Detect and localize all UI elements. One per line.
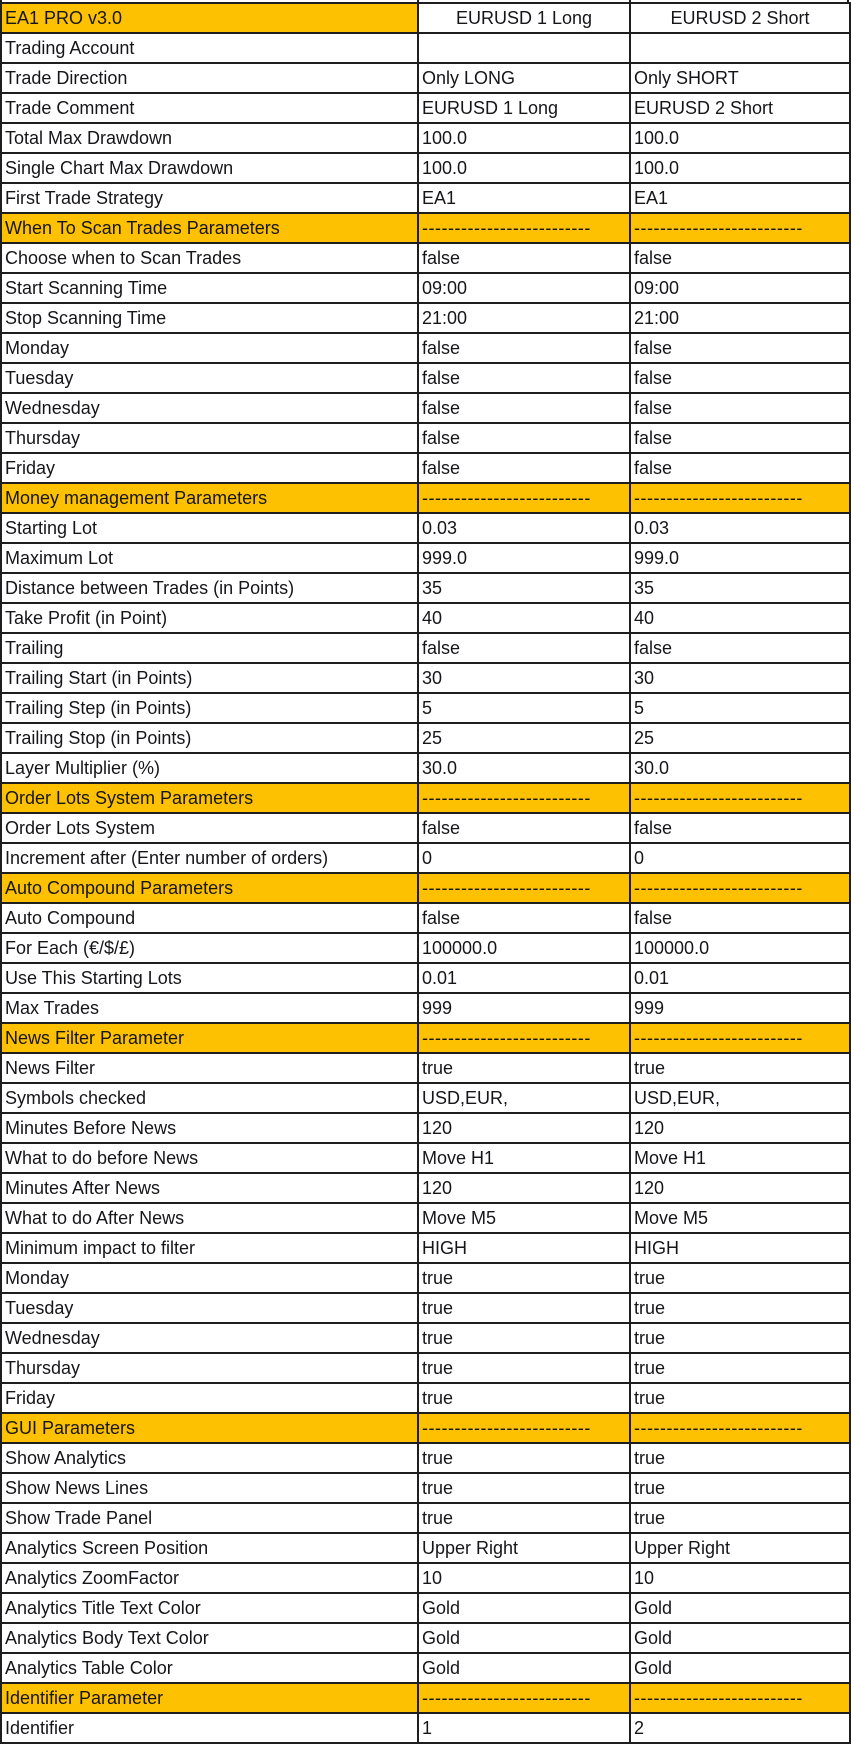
value-cell-eurusd1[interactable]: false [419, 394, 631, 424]
param-row [2, 844, 851, 874]
value-cell-eurusd1[interactable]: 09:00 [419, 274, 631, 304]
section-header-row [2, 1684, 851, 1714]
value-cell-eurusd2[interactable]: Upper Right [631, 1534, 851, 1564]
value-cell-eurusd2[interactable]: 120 [631, 1114, 851, 1144]
param-row [2, 664, 851, 694]
param-label-cell[interactable]: Analytics Body Text Color [2, 1624, 419, 1654]
value-cell-eurusd1[interactable]: true [419, 1384, 631, 1414]
section-dash-cell[interactable]: -------------------------- [419, 874, 631, 904]
value-cell-eurusd1[interactable]: Gold [419, 1624, 631, 1654]
section-header-row [2, 1414, 851, 1444]
param-label-cell[interactable]: Show Analytics [2, 1444, 419, 1474]
param-row [2, 1624, 851, 1654]
section-dash-cell[interactable]: -------------------------- [419, 1024, 631, 1054]
param-label-cell[interactable]: Monday [2, 1264, 419, 1294]
param-row [2, 1174, 851, 1204]
param-row [2, 154, 851, 184]
param-row [2, 184, 851, 214]
value-cell-eurusd2[interactable]: false [631, 634, 851, 664]
section-dash-cell[interactable]: -------------------------- [419, 1414, 631, 1444]
section-header-row [2, 874, 851, 904]
value-cell-eurusd2[interactable]: false [631, 334, 851, 364]
section-header-row [2, 484, 851, 514]
value-cell-eurusd1[interactable]: 999.0 [419, 544, 631, 574]
value-cell-eurusd1[interactable]: false [419, 814, 631, 844]
value-cell-eurusd1[interactable]: false [419, 454, 631, 484]
param-label-cell[interactable]: Layer Multiplier (%) [2, 754, 419, 784]
column-header-eurusd1-long[interactable]: EURUSD 1 Long [419, 4, 631, 34]
value-cell-eurusd2[interactable]: false [631, 454, 851, 484]
param-label-cell[interactable]: Identifier [2, 1714, 419, 1744]
param-label-cell[interactable]: Tuesday [2, 364, 419, 394]
param-row [2, 124, 851, 154]
param-row [2, 1714, 851, 1744]
value-cell-eurusd2[interactable]: 0 [631, 844, 851, 874]
param-label-cell[interactable]: Trailing Start (in Points) [2, 664, 419, 694]
value-cell-eurusd2[interactable]: true [631, 1354, 851, 1384]
value-cell-eurusd2[interactable]: 10 [631, 1564, 851, 1594]
value-cell-eurusd1[interactable]: 25 [419, 724, 631, 754]
value-cell-eurusd2[interactable]: 999 [631, 994, 851, 1024]
param-row [2, 34, 851, 64]
param-label-cell[interactable]: News Filter [2, 1054, 419, 1084]
parameters-table [0, 2, 851, 1744]
section-dash-cell[interactable]: -------------------------- [419, 784, 631, 814]
param-row [2, 364, 851, 394]
section-label-cell[interactable]: Identifier Parameter [2, 1684, 419, 1714]
section-dash-cell[interactable]: -------------------------- [631, 1024, 851, 1054]
param-row [2, 934, 851, 964]
param-row [2, 1324, 851, 1354]
param-label-cell[interactable]: Analytics Table Color [2, 1654, 419, 1684]
param-row [2, 694, 851, 724]
param-label-cell[interactable]: First Trade Strategy [2, 184, 419, 214]
value-cell-eurusd1[interactable]: 5 [419, 694, 631, 724]
value-cell-eurusd1[interactable]: 999 [419, 994, 631, 1024]
param-row [2, 1144, 851, 1174]
value-cell-eurusd1[interactable]: 0.03 [419, 514, 631, 544]
param-row [2, 964, 851, 994]
section-dash-cell[interactable]: -------------------------- [419, 1684, 631, 1714]
param-row [2, 1594, 851, 1624]
section-dash-cell[interactable]: -------------------------- [631, 1684, 851, 1714]
value-cell-eurusd1[interactable]: true [419, 1444, 631, 1474]
param-label-cell[interactable]: Stop Scanning Time [2, 304, 419, 334]
param-row [2, 634, 851, 664]
value-cell-eurusd1[interactable]: USD,EUR, [419, 1084, 631, 1114]
section-dash-cell[interactable]: -------------------------- [419, 484, 631, 514]
value-cell-eurusd1[interactable]: 21:00 [419, 304, 631, 334]
param-row [2, 1504, 851, 1534]
param-label-cell[interactable]: Trade Comment [2, 94, 419, 124]
param-label-cell[interactable]: Minutes Before News [2, 1114, 419, 1144]
value-cell-eurusd1[interactable]: true [419, 1294, 631, 1324]
param-label-cell[interactable]: Trading Account [2, 34, 419, 64]
value-cell-eurusd1[interactable]: false [419, 424, 631, 454]
value-cell-eurusd2[interactable]: Only SHORT [631, 64, 851, 94]
value-cell-eurusd2[interactable] [631, 34, 851, 64]
param-label-cell[interactable]: Auto Compound [2, 904, 419, 934]
value-cell-eurusd1[interactable]: true [419, 1054, 631, 1084]
value-cell-eurusd1[interactable]: Gold [419, 1594, 631, 1624]
section-header-row [2, 214, 851, 244]
param-label-cell[interactable]: Trailing Step (in Points) [2, 694, 419, 724]
value-cell-eurusd1[interactable]: Upper Right [419, 1534, 631, 1564]
section-dash-cell[interactable]: -------------------------- [631, 214, 851, 244]
section-header-row [2, 784, 851, 814]
param-label-cell[interactable]: Use This Starting Lots [2, 964, 419, 994]
value-cell-eurusd1[interactable]: 30.0 [419, 754, 631, 784]
section-dash-cell[interactable]: -------------------------- [631, 484, 851, 514]
param-row [2, 1384, 851, 1414]
value-cell-eurusd2[interactable]: USD,EUR, [631, 1084, 851, 1114]
param-row [2, 1054, 851, 1084]
param-row [2, 724, 851, 754]
param-label-cell[interactable]: Distance between Trades (in Points) [2, 574, 419, 604]
param-label-cell[interactable]: Trailing Stop (in Points) [2, 724, 419, 754]
param-row [2, 304, 851, 334]
value-cell-eurusd2[interactable]: 2 [631, 1714, 851, 1744]
value-cell-eurusd2[interactable]: 40 [631, 604, 851, 634]
value-cell-eurusd1[interactable] [419, 34, 631, 64]
param-row [2, 1264, 851, 1294]
param-row [2, 454, 851, 484]
param-label-cell[interactable]: Analytics Title Text Color [2, 1594, 419, 1624]
value-cell-eurusd1[interactable]: Gold [419, 1654, 631, 1684]
param-row [2, 544, 851, 574]
section-dash-cell[interactable]: -------------------------- [631, 1414, 851, 1444]
param-row [2, 604, 851, 634]
param-label-cell[interactable]: Order Lots System [2, 814, 419, 844]
value-cell-eurusd2[interactable]: false [631, 244, 851, 274]
value-cell-eurusd1[interactable]: false [419, 904, 631, 934]
value-cell-eurusd2[interactable]: 30.0 [631, 754, 851, 784]
param-label-cell[interactable]: Thursday [2, 424, 419, 454]
value-cell-eurusd1[interactable]: Move H1 [419, 1144, 631, 1174]
param-row [2, 1564, 851, 1594]
value-cell-eurusd2[interactable]: 100000.0 [631, 934, 851, 964]
value-cell-eurusd2[interactable]: Gold [631, 1594, 851, 1624]
param-row [2, 1354, 851, 1384]
param-label-cell[interactable]: What to do before News [2, 1144, 419, 1174]
param-row [2, 1294, 851, 1324]
value-cell-eurusd2[interactable]: false [631, 424, 851, 454]
param-label-cell[interactable]: Choose when to Scan Trades [2, 244, 419, 274]
value-cell-eurusd2[interactable]: EURUSD 2 Short [631, 94, 851, 124]
value-cell-eurusd1[interactable]: 100.0 [419, 124, 631, 154]
param-label-cell[interactable]: Friday [2, 1384, 419, 1414]
value-cell-eurusd2[interactable]: EA1 [631, 184, 851, 214]
param-row [2, 1654, 851, 1684]
section-dash-cell[interactable]: -------------------------- [631, 784, 851, 814]
value-cell-eurusd2[interactable]: true [631, 1324, 851, 1354]
value-cell-eurusd1[interactable]: 0.01 [419, 964, 631, 994]
value-cell-eurusd2[interactable]: Move M5 [631, 1204, 851, 1234]
value-cell-eurusd1[interactable]: false [419, 364, 631, 394]
section-label-cell[interactable]: Order Lots System Parameters [2, 784, 419, 814]
value-cell-eurusd2[interactable]: false [631, 904, 851, 934]
value-cell-eurusd1[interactable]: 35 [419, 574, 631, 604]
param-label-cell[interactable]: Single Chart Max Drawdown [2, 154, 419, 184]
value-cell-eurusd2[interactable]: 0.01 [631, 964, 851, 994]
value-cell-eurusd2[interactable]: true [631, 1264, 851, 1294]
value-cell-eurusd1[interactable]: 10 [419, 1564, 631, 1594]
param-row [2, 1444, 851, 1474]
value-cell-eurusd2[interactable]: 100.0 [631, 154, 851, 184]
param-label-cell[interactable]: Monday [2, 334, 419, 364]
value-cell-eurusd1[interactable]: EURUSD 1 Long [419, 94, 631, 124]
value-cell-eurusd1[interactable]: true [419, 1354, 631, 1384]
param-row [2, 64, 851, 94]
param-label-cell[interactable]: For Each (€/$/£) [2, 934, 419, 964]
value-cell-eurusd1[interactable]: 40 [419, 604, 631, 634]
partial-row-above [0, 0, 851, 2]
value-cell-eurusd1[interactable]: 1 [419, 1714, 631, 1744]
param-label-cell[interactable]: Increment after (Enter number of orders) [2, 844, 419, 874]
value-cell-eurusd1[interactable]: Only LONG [419, 64, 631, 94]
param-label-cell[interactable]: Analytics Screen Position [2, 1534, 419, 1564]
section-label-cell[interactable]: When To Scan Trades Parameters [2, 214, 419, 244]
value-cell-eurusd2[interactable]: false [631, 364, 851, 394]
section-label-cell[interactable]: Auto Compound Parameters [2, 874, 419, 904]
value-cell-eurusd2[interactable]: 21:00 [631, 304, 851, 334]
param-row [2, 394, 851, 424]
value-cell-eurusd2[interactable]: Move H1 [631, 1144, 851, 1174]
value-cell-eurusd2[interactable]: 999.0 [631, 544, 851, 574]
param-row [2, 334, 851, 364]
value-cell-eurusd1[interactable]: false [419, 244, 631, 274]
value-cell-eurusd1[interactable]: 120 [419, 1174, 631, 1204]
section-dash-cell[interactable]: -------------------------- [631, 874, 851, 904]
value-cell-eurusd2[interactable]: false [631, 394, 851, 424]
param-row [2, 904, 851, 934]
param-label-cell[interactable]: Take Profit (in Point) [2, 604, 419, 634]
value-cell-eurusd2[interactable]: 30 [631, 664, 851, 694]
param-label-cell[interactable]: Trailing [2, 634, 419, 664]
param-row [2, 814, 851, 844]
value-cell-eurusd1[interactable]: 100000.0 [419, 934, 631, 964]
value-cell-eurusd1[interactable]: false [419, 334, 631, 364]
param-label-cell[interactable]: Symbols checked [2, 1084, 419, 1114]
param-label-cell[interactable]: Tuesday [2, 1294, 419, 1324]
param-row [2, 1234, 851, 1264]
param-row [2, 514, 851, 544]
param-row [2, 244, 851, 274]
section-dash-cell[interactable]: -------------------------- [419, 214, 631, 244]
param-row [2, 274, 851, 304]
value-cell-eurusd2[interactable]: 0.03 [631, 514, 851, 544]
value-cell-eurusd2[interactable]: false [631, 814, 851, 844]
value-cell-eurusd2[interactable]: 5 [631, 694, 851, 724]
value-cell-eurusd2[interactable]: true [631, 1504, 851, 1534]
value-cell-eurusd2[interactable]: true [631, 1384, 851, 1414]
param-label-cell[interactable]: Wednesday [2, 1324, 419, 1354]
param-label-cell[interactable]: Analytics ZoomFactor [2, 1564, 419, 1594]
value-cell-eurusd1[interactable]: true [419, 1474, 631, 1504]
param-label-cell[interactable]: Wednesday [2, 394, 419, 424]
param-label-cell[interactable]: Minutes After News [2, 1174, 419, 1204]
value-cell-eurusd1[interactable]: Move M5 [419, 1204, 631, 1234]
param-row [2, 994, 851, 1024]
value-cell-eurusd2[interactable]: Gold [631, 1654, 851, 1684]
param-label-cell[interactable]: Maximum Lot [2, 544, 419, 574]
param-row [2, 1474, 851, 1504]
value-cell-eurusd2[interactable]: true [631, 1294, 851, 1324]
value-cell-eurusd1[interactable]: 120 [419, 1114, 631, 1144]
value-cell-eurusd2[interactable]: true [631, 1474, 851, 1504]
value-cell-eurusd1[interactable]: 100.0 [419, 154, 631, 184]
value-cell-eurusd2[interactable]: true [631, 1054, 851, 1084]
param-label-cell[interactable]: Trade Direction [2, 64, 419, 94]
value-cell-eurusd1[interactable]: HIGH [419, 1234, 631, 1264]
param-row [2, 1204, 851, 1234]
value-cell-eurusd1[interactable]: true [419, 1324, 631, 1354]
value-cell-eurusd1[interactable]: 30 [419, 664, 631, 694]
value-cell-eurusd2[interactable]: HIGH [631, 1234, 851, 1264]
section-label-cell[interactable]: Money management Parameters [2, 484, 419, 514]
param-label-cell[interactable]: Thursday [2, 1354, 419, 1384]
param-row [2, 424, 851, 454]
value-cell-eurusd1[interactable]: 0 [419, 844, 631, 874]
param-label-cell[interactable]: Friday [2, 454, 419, 484]
param-label-cell[interactable]: Minimum impact to filter [2, 1234, 419, 1264]
param-row [2, 1084, 851, 1114]
param-label-cell[interactable]: Total Max Drawdown [2, 124, 419, 154]
value-cell-eurusd2[interactable]: 120 [631, 1174, 851, 1204]
param-row [2, 1534, 851, 1564]
value-cell-eurusd2[interactable]: 100.0 [631, 124, 851, 154]
parameters-table-body [2, 4, 851, 1744]
value-cell-eurusd1[interactable]: true [419, 1264, 631, 1294]
param-label-cell[interactable]: Show News Lines [2, 1474, 419, 1504]
sheet-title-cell[interactable]: EA1 PRO v3.0 [2, 4, 419, 34]
value-cell-eurusd2[interactable]: 09:00 [631, 274, 851, 304]
value-cell-eurusd2[interactable]: Gold [631, 1624, 851, 1654]
param-row [2, 94, 851, 124]
value-cell-eurusd2[interactable]: true [631, 1444, 851, 1474]
value-cell-eurusd2[interactable]: 35 [631, 574, 851, 604]
param-row [2, 1114, 851, 1144]
param-label-cell[interactable]: Show Trade Panel [2, 1504, 419, 1534]
param-label-cell[interactable]: Starting Lot [2, 514, 419, 544]
param-label-cell[interactable]: Start Scanning Time [2, 274, 419, 304]
section-label-cell[interactable]: GUI Parameters [2, 1414, 419, 1444]
column-header-eurusd2-short[interactable]: EURUSD 2 Short [631, 4, 851, 34]
param-row [2, 574, 851, 604]
param-label-cell[interactable]: Max Trades [2, 994, 419, 1024]
table-header-row [2, 4, 851, 34]
section-label-cell[interactable]: News Filter Parameter [2, 1024, 419, 1054]
param-label-cell[interactable]: What to do After News [2, 1204, 419, 1234]
value-cell-eurusd1[interactable]: EA1 [419, 184, 631, 214]
section-header-row [2, 1024, 851, 1054]
value-cell-eurusd1[interactable]: false [419, 634, 631, 664]
value-cell-eurusd1[interactable]: true [419, 1504, 631, 1534]
value-cell-eurusd2[interactable]: 25 [631, 724, 851, 754]
param-row [2, 754, 851, 784]
